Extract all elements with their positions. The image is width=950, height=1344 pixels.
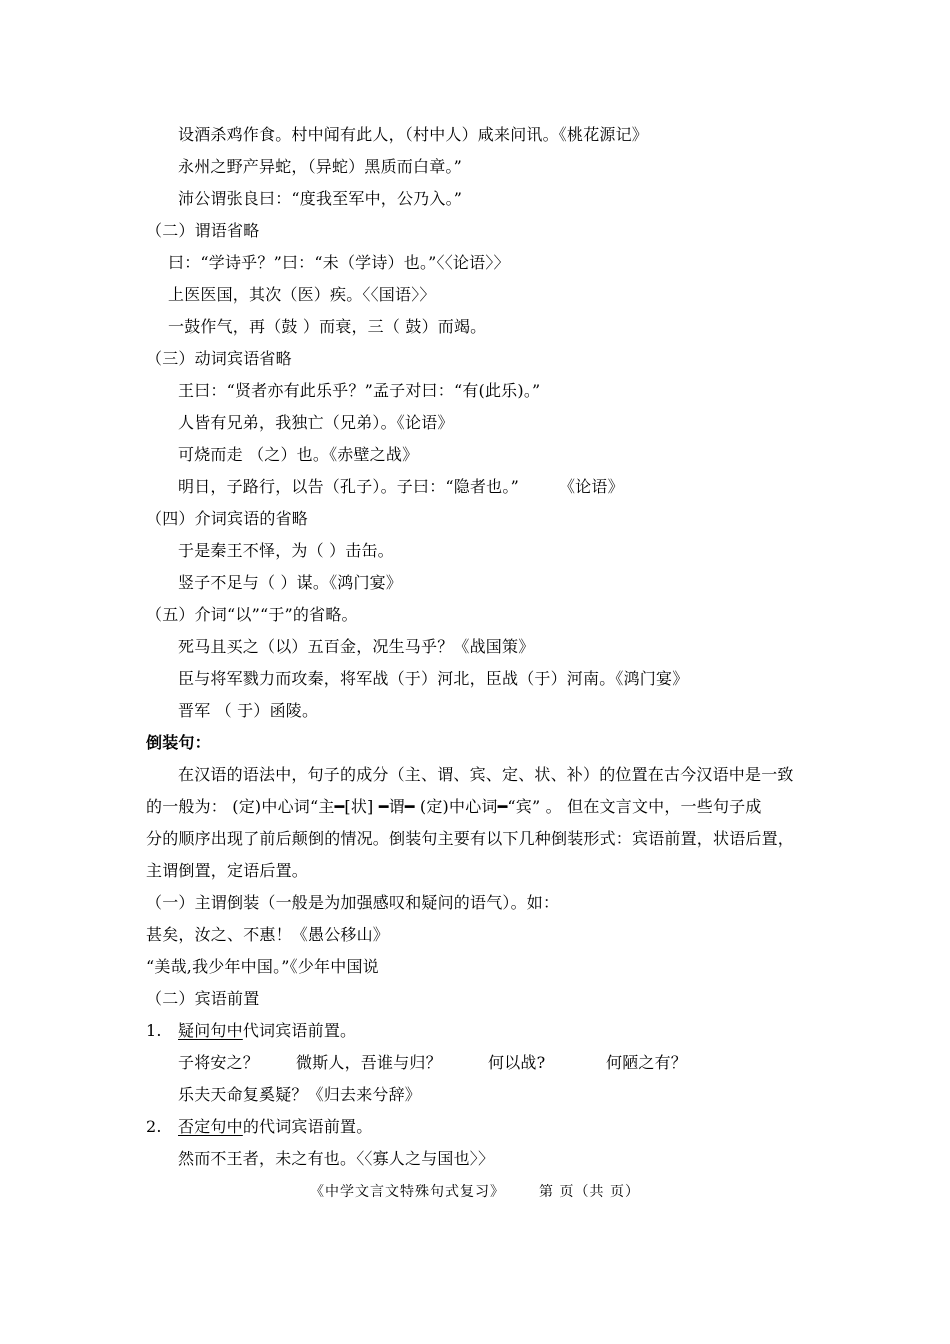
example-line: 子将安之？ <box>178 1053 260 1072</box>
list-text: 的代词宾语前置。 <box>242 1117 373 1136</box>
example-line: 曰：“学诗乎？”曰：“未（学诗）也。”〈〈论语〉〉 <box>168 253 510 272</box>
example-line: 人皆有兄弟，我独亡（兄弟）。《论语》 <box>178 413 454 432</box>
example-line: 乐夫天命复奚疑？《归去来兮辞》 <box>178 1085 422 1104</box>
list-item <box>146 1117 372 1137</box>
example-line: 沛公谓张良曰：“度我至军中，公乃入。” <box>178 189 463 208</box>
list-item <box>146 1021 356 1041</box>
example-line: 死马且买之（以）五百金，况生马乎？《战国策》 <box>178 637 535 656</box>
section-heading: （四）介词宾语的省略 <box>146 509 309 528</box>
list-text: 代词宾语前置。 <box>242 1021 357 1040</box>
section-heading: （三）动词宾语省略 <box>146 349 292 368</box>
example-line: 臣与将军戮力而攻秦，将军战（于）河北，臣战（于）河南。《鸿门宴》 <box>178 669 689 688</box>
example-line: 甚矣，汝之、不惠！《愚公移山》 <box>146 925 390 944</box>
example-line: 竖子不足与（ ）谋。《鸿门宴》 <box>178 573 403 592</box>
section-heading: （二）谓语省略 <box>146 221 260 240</box>
example-line: 王曰：“贤者亦有此乐乎？”孟子对曰：“有(此乐)。” <box>178 381 541 400</box>
example-line: 晋军 （ 于）函陵。 <box>178 701 319 720</box>
example-line: 永州之野产异蛇，（异蛇）黑质而白章。” <box>178 157 462 176</box>
footer-page-number: 第 页（共 页） <box>539 1184 640 1200</box>
example-line: 可烧而走 （之）也。《赤壁之战》 <box>178 445 419 464</box>
paragraph-line: 的一般为： (定)中心词“主━[状] ━谓━ (定)中心词━“宾” 。 但在文言文中，一些句子成 <box>146 797 762 816</box>
section-heading: （二）宾语前置 <box>146 989 260 1008</box>
paragraph-line: 主谓倒置，定语后置。 <box>146 861 309 880</box>
paragraph-line: 在汉语的语法中，句子的成分（主、谓、宾、定、状、补）的位置在古今汉语中是一致 <box>178 765 794 784</box>
example-line: 设酒杀鸡作食。村中闻有此人，（村中人）咸来问讯。《桃花源记》 <box>178 125 649 144</box>
list-number: 2. <box>146 1117 162 1136</box>
underlined-term: 否定句中 <box>178 1117 243 1136</box>
list-number: 1. <box>146 1021 162 1040</box>
example-line: “美哉,我少年中国。”《少年中国说 <box>146 957 379 976</box>
example-line: 何陋之有？ <box>606 1053 688 1072</box>
example-line: 一鼓作气，再（鼓 ）而衰，三（ 鼓）而竭。 <box>168 317 487 336</box>
section-heading: （五）介词“以”“于”的省略。 <box>146 605 358 624</box>
section-heading: （一）主谓倒装（一般是为加强感叹和疑问的语气）。如： <box>146 893 560 912</box>
page-footer <box>0 1183 950 1201</box>
example-line: 然而不王者，未之有也。〈〈寡人之与国也〉〉 <box>178 1149 495 1168</box>
example-line: 微斯人，吾谁与归？ <box>296 1053 442 1072</box>
example-line <box>178 477 624 497</box>
section-title: 倒装句： <box>146 733 211 752</box>
source-citation: 《论语》 <box>558 477 624 496</box>
paragraph-line: 分的顺序出现了前后颠倒的情况。倒装句主要有以下几种倒装形式：宾语前置，状语后置， <box>146 829 795 848</box>
footer-title: 《中学文言文特殊句式复习》 <box>310 1184 506 1200</box>
underlined-term: 疑问句中 <box>178 1021 243 1040</box>
example-text: 明日，子路行，以告（孔子）。子曰：“隐者也。” <box>178 477 519 496</box>
example-line: 上医医国，其次（医）疾。〈〈国语〉〉 <box>168 285 436 304</box>
example-line: 于是秦王不怿，为（ ）击缶。 <box>178 541 394 560</box>
example-line: 何以战? <box>488 1053 546 1072</box>
